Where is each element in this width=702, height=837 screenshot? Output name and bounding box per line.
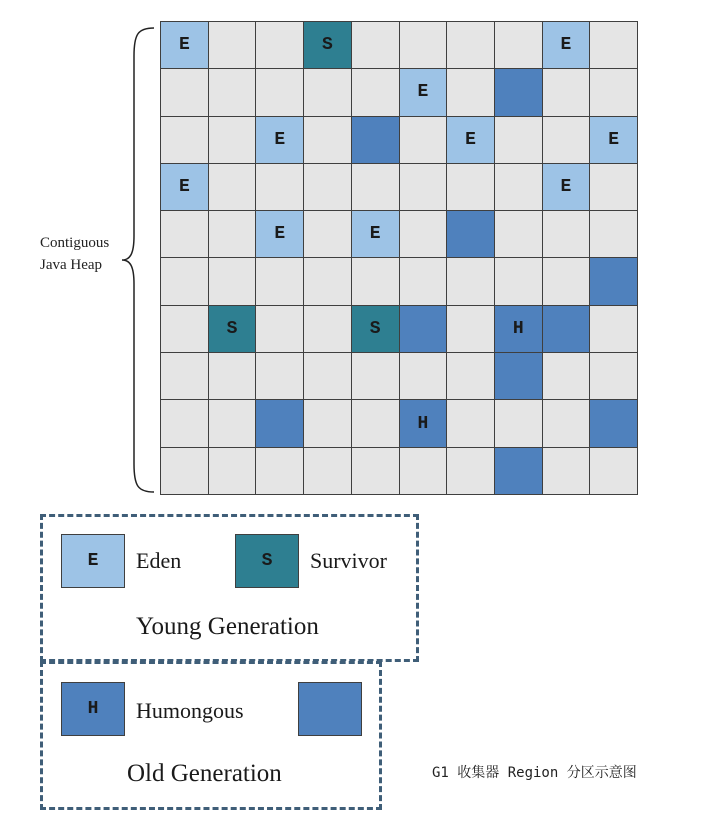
old-region-swatch <box>298 682 362 736</box>
region-empty-r8-c8 <box>543 400 591 447</box>
region-old-r1-c7 <box>495 69 543 116</box>
region-empty-r5-c2 <box>256 258 304 305</box>
region-old-r7-c7 <box>495 353 543 400</box>
region-empty-r2-c5 <box>400 117 448 164</box>
region-empty-r8-c4 <box>352 400 400 447</box>
region-empty-r8-c7 <box>495 400 543 447</box>
region-empty-r5-c0 <box>161 258 209 305</box>
region-empty-r3-c1 <box>209 164 257 211</box>
humongous-label: Humongous <box>136 698 244 723</box>
region-empty-r0-c5 <box>400 22 448 69</box>
region-empty-r6-c3 <box>304 306 352 353</box>
region-empty-r5-c8 <box>543 258 591 305</box>
region-empty-r9-c8 <box>543 448 591 495</box>
young-generation-legend <box>40 514 419 662</box>
region-eden-r2-c6: E <box>447 117 495 164</box>
region-survivor-r6-c4: S <box>352 306 400 353</box>
region-empty-r9-c5 <box>400 448 448 495</box>
region-empty-r3-c7 <box>495 164 543 211</box>
region-empty-r8-c1 <box>209 400 257 447</box>
region-empty-r1-c2 <box>256 69 304 116</box>
region-empty-r1-c9 <box>590 69 638 116</box>
region-empty-r0-c4 <box>352 22 400 69</box>
region-empty-r2-c7 <box>495 117 543 164</box>
old-generation-legend <box>40 661 382 810</box>
region-empty-r7-c8 <box>543 353 591 400</box>
region-empty-r8-c3 <box>304 400 352 447</box>
region-empty-r3-c5 <box>400 164 448 211</box>
region-empty-r9-c0 <box>161 448 209 495</box>
region-eden-r0-c8: E <box>543 22 591 69</box>
heap-label <box>40 232 109 276</box>
region-empty-r6-c6 <box>447 306 495 353</box>
region-old-r6-c5 <box>400 306 448 353</box>
region-empty-r5-c4 <box>352 258 400 305</box>
region-eden-r2-c2: E <box>256 117 304 164</box>
region-empty-r2-c1 <box>209 117 257 164</box>
region-empty-r8-c6 <box>447 400 495 447</box>
region-empty-r2-c0 <box>161 117 209 164</box>
region-empty-r7-c2 <box>256 353 304 400</box>
region-empty-r9-c1 <box>209 448 257 495</box>
region-empty-r0-c9 <box>590 22 638 69</box>
heap-label-line1: Contiguous <box>40 235 110 251</box>
region-empty-r5-c7 <box>495 258 543 305</box>
heap-brace <box>120 26 160 494</box>
region-eden-r3-c0: E <box>161 164 209 211</box>
region-eden-r2-c9: E <box>590 117 638 164</box>
region-empty-r3-c3 <box>304 164 352 211</box>
region-eden-r0-c0: E <box>161 22 209 69</box>
region-empty-r6-c0 <box>161 306 209 353</box>
region-empty-r9-c3 <box>304 448 352 495</box>
region-empty-r5-c5 <box>400 258 448 305</box>
eden-swatch: E <box>61 534 125 588</box>
region-eden-r3-c8: E <box>543 164 591 211</box>
region-empty-r3-c9 <box>590 164 638 211</box>
region-empty-r9-c9 <box>590 448 638 495</box>
region-old-r9-c7 <box>495 448 543 495</box>
region-empty-r1-c0 <box>161 69 209 116</box>
region-empty-r2-c8 <box>543 117 591 164</box>
region-empty-r4-c9 <box>590 211 638 258</box>
region-empty-r3-c6 <box>447 164 495 211</box>
region-empty-r0-c6 <box>447 22 495 69</box>
region-empty-r1-c8 <box>543 69 591 116</box>
region-empty-r6-c9 <box>590 306 638 353</box>
region-empty-r4-c1 <box>209 211 257 258</box>
survivor-swatch: S <box>235 534 299 588</box>
region-humongous-r8-c5: H <box>400 400 448 447</box>
region-empty-r5-c3 <box>304 258 352 305</box>
region-empty-r1-c6 <box>447 69 495 116</box>
region-old-r8-c9 <box>590 400 638 447</box>
region-empty-r4-c5 <box>400 211 448 258</box>
region-old-r5-c9 <box>590 258 638 305</box>
region-empty-r8-c0 <box>161 400 209 447</box>
region-empty-r7-c4 <box>352 353 400 400</box>
region-eden-r1-c5: E <box>400 69 448 116</box>
region-empty-r0-c2 <box>256 22 304 69</box>
region-empty-r4-c3 <box>304 211 352 258</box>
region-old-r8-c2 <box>256 400 304 447</box>
region-empty-r5-c6 <box>447 258 495 305</box>
heap-region-grid <box>160 21 638 495</box>
region-empty-r9-c2 <box>256 448 304 495</box>
region-survivor-r0-c3: S <box>304 22 352 69</box>
region-eden-r4-c2: E <box>256 211 304 258</box>
old-generation-title: Old Generation <box>127 760 282 787</box>
region-humongous-r6-c7: H <box>495 306 543 353</box>
region-empty-r7-c6 <box>447 353 495 400</box>
region-empty-r1-c1 <box>209 69 257 116</box>
region-empty-r3-c2 <box>256 164 304 211</box>
region-empty-r4-c8 <box>543 211 591 258</box>
eden-label: Eden <box>136 548 182 573</box>
diagram-caption: G1 收集器 Region 分区示意图 <box>432 765 637 781</box>
region-empty-r9-c4 <box>352 448 400 495</box>
survivor-label: Survivor <box>310 548 387 573</box>
region-empty-r5-c1 <box>209 258 257 305</box>
region-old-r6-c8 <box>543 306 591 353</box>
region-empty-r0-c7 <box>495 22 543 69</box>
region-empty-r3-c4 <box>352 164 400 211</box>
region-eden-r4-c4: E <box>352 211 400 258</box>
region-empty-r7-c9 <box>590 353 638 400</box>
region-empty-r2-c3 <box>304 117 352 164</box>
region-empty-r4-c7 <box>495 211 543 258</box>
region-old-r2-c4 <box>352 117 400 164</box>
region-old-r4-c6 <box>447 211 495 258</box>
region-empty-r7-c1 <box>209 353 257 400</box>
region-empty-r0-c1 <box>209 22 257 69</box>
humongous-swatch: H <box>61 682 125 736</box>
young-generation-title: Young Generation <box>136 613 319 640</box>
region-empty-r7-c3 <box>304 353 352 400</box>
region-empty-r9-c6 <box>447 448 495 495</box>
region-empty-r4-c0 <box>161 211 209 258</box>
region-empty-r7-c5 <box>400 353 448 400</box>
region-empty-r6-c2 <box>256 306 304 353</box>
region-empty-r1-c4 <box>352 69 400 116</box>
region-empty-r7-c0 <box>161 353 209 400</box>
region-survivor-r6-c1: S <box>209 306 257 353</box>
region-empty-r1-c3 <box>304 69 352 116</box>
heap-label-line2: Java Heap <box>40 257 103 273</box>
